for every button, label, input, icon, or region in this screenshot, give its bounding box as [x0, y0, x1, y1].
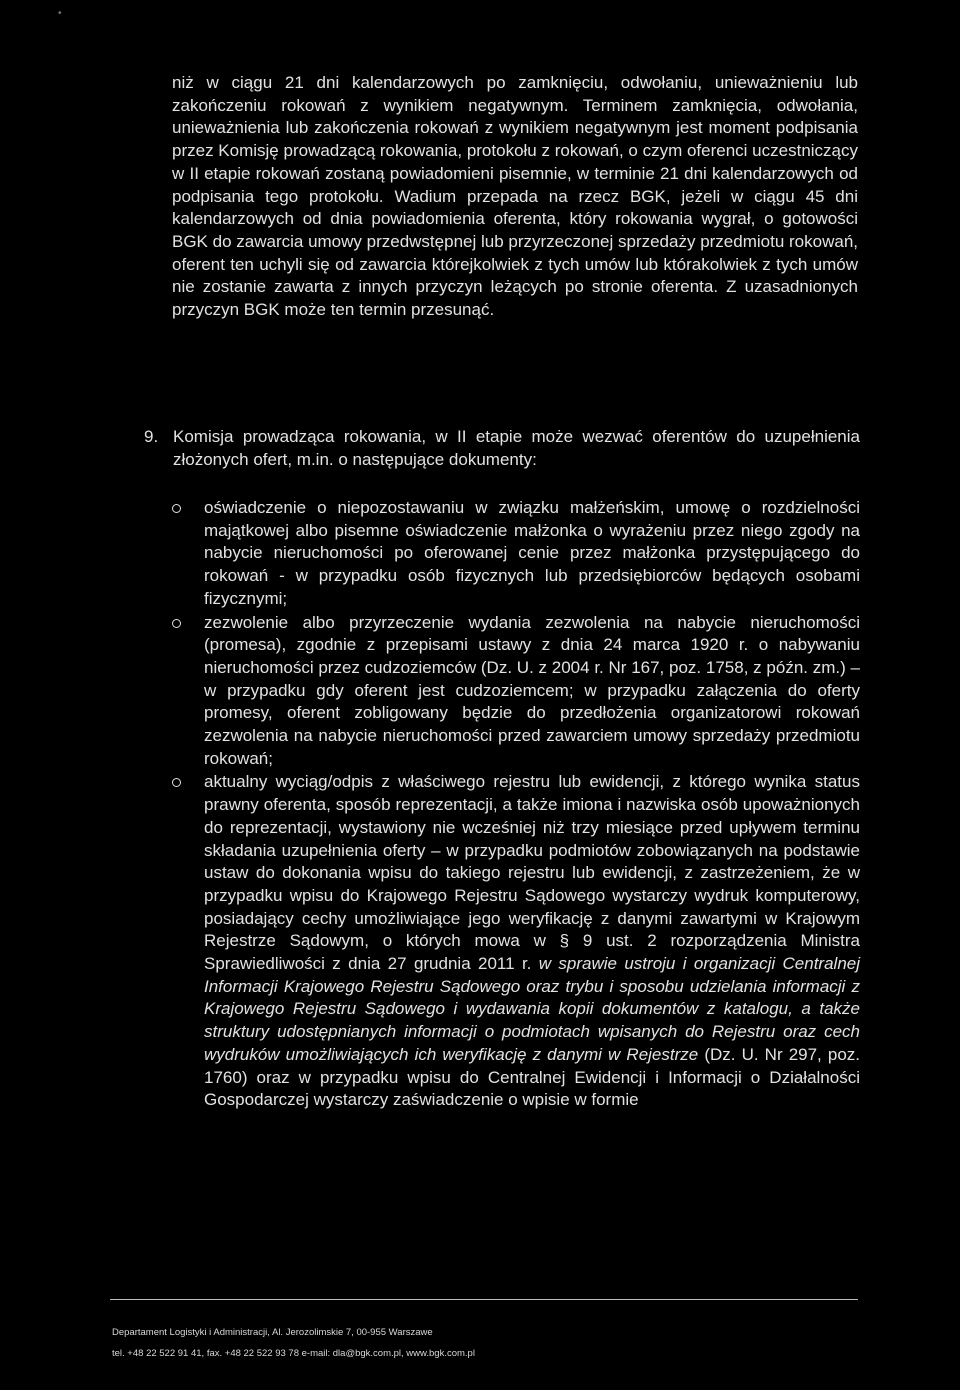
bullet-circle-icon	[172, 619, 181, 628]
regulation-title: w sprawie ustroju i organizacji Centralnej Informacji Krajowego Rejestru Sądowego oraz trybu i sposobu udzielania informacji z Krajowego Rejestru Sądowego i wydawania kopii dokumentów z katalogu, a także struktury udostępnianych informacji o podmiotach wpisanych do Rejestru oraz cech wydruków umożliwiających ich weryfikację z danymi w Rejestrze	[204, 954, 861, 1064]
list-item	[172, 497, 860, 611]
footer-address: Departament Logistyki i Administracji, Al. Jerozolimskie 7, 00-955 Warszawe	[112, 1327, 433, 1338]
document-list	[172, 497, 860, 1113]
item-number: 9.	[144, 427, 159, 446]
footer-contact: tel. +48 22 522 91 41, fax. +48 22 522 93 78 e-mail: dla@bgk.com.pl, www.bgk.com.pl	[112, 1348, 475, 1359]
bullet-circle-icon	[172, 504, 181, 513]
scan-speck: •	[58, 8, 62, 19]
list-item-text-after: (Dz. U. Nr 297, poz. 1760) oraz w przypadku wpisu do Centralnej Ewidencji i Informacji o Działalności Gospodarczej wystarczy zaświadczenie o wpisie w formie	[204, 1044, 861, 1110]
footer-divider	[110, 1299, 858, 1300]
list-item	[172, 612, 860, 771]
list-item	[172, 771, 860, 1112]
intro-paragraph: niż w ciągu 21 dni kalendarzowych po zamknięciu, odwołaniu, unieważnieniu lub zakończeniu rokowań z wynikiem negatywnym. Terminem zamknięcia, odwołania, unieważnienia lub zakończenia rokowań z wynikiem negatywnym jest moment podpisania przez Komisję prowadzącą rokowania, protokołu z rokowań, o czym oferenci uczestniczący w II etapie rokowań zostaną powiadomieni pisemnie, w terminie 21 dni kalendarzowych od podpisania tego protokołu. Wadium przepada na rzecz BGK, jeżeli w ciągu 45 dni kalendarzowych od dnia powiadomienia oferenta, który rokowania wygrał, o gotowości BGK do zawarcia umowy przedwstępnej lub przyrzeczonej sprzedaży przedmiotu rokowań, oferent ten uchyli się od zawarcia którejkolwiek z tych umów lub którakolwiek z tych umów nie zostanie zawarta z innych przyczyn leżących po stronie oferenta. Z uzasadnionych przyczyn BGK może ten termin przesunąć.	[172, 73, 858, 320]
list-item-text: oświadczenie o niepozostawaniu w związku małżeńskim, umowę o rozdzielności majątkowej albo pisemne oświadczenie małżonka o wyrażeniu przez niego zgody na nabycie nieruchomości po oferowanej cenie przez małżonka przystępującego do rokowań - w przypadku osób fizycznych lub przedsiębiorców będących osobami fizycznymi;	[204, 498, 860, 608]
list-item-text: zezwolenie albo przyrzeczenie wydania zezwolenia na nabycie nieruchomości (promesa), zgodnie z przepisami ustawy z dnia 24 marca 1920 r. o nabywaniu nieruchomości przez cudzoziemców (Dz. U. z 2004 r. Nr 167, poz. 1758, z późn. zm.) – w przypadku gdy oferent jest cudzoziemcem; w przypadku załączenia do oferty promesy, oferent zobligowany będzie do przedłożenia organizatorowi rokowań zezwolenia na nabycie nieruchomości przed zawarciem umowy sprzedaży przedmiotu rokowań;	[204, 612, 860, 768]
numbered-item-9	[144, 426, 860, 471]
bullet-circle-icon	[172, 778, 181, 787]
item-text: Komisja prowadząca rokowania, w II etapie może wezwać oferentów do uzupełnienia złożonych ofert, m.in. o następujące dokumenty:	[173, 427, 860, 469]
list-item-text-before: aktualny wyciąg/odpis z właściwego rejestru lub ewidencji, z którego wynika status prawny oferenta, sposób reprezentacji, a także imiona i nazwiska osób upoważnionych do reprezentacji, wystawiony nie wcześniej niż trzy miesiące przed upływem terminu składania uzupełnienia oferty – w przypadku podmiotów zobowiązanych na podstawie ustaw do dokonania wpisu do takiego rejestru lub ewidencji, z zastrzeżeniem, że w przypadku wpisu do Krajowego Rejestru Sądowego wystarczy wydruk komputerowy, posiadający cechy umożliwiające jego weryfikację z danymi zawartymi w Krajowym Rejestrze Sądowym, o których mowa w § 9 ust. 2 rozporządzenia Ministra Sprawiedliwości z dnia 27 grudnia 2011 r.	[204, 772, 860, 974]
page-footer	[112, 1322, 812, 1364]
